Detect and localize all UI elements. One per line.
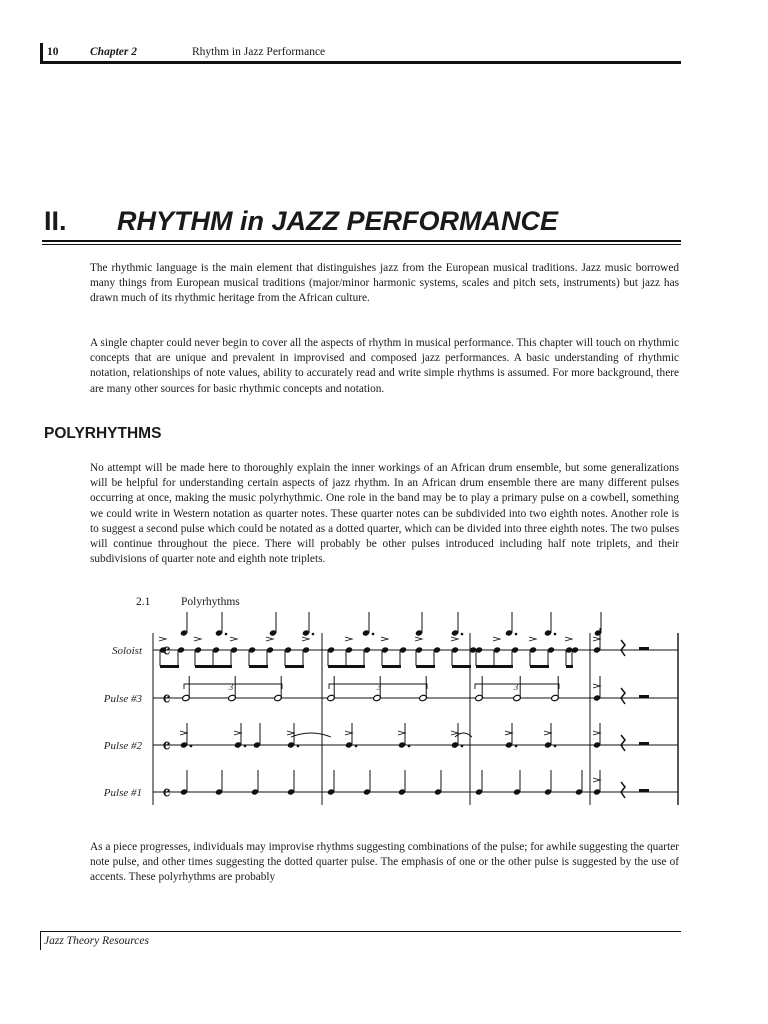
eighth-beam — [195, 665, 232, 668]
eighth-beam — [249, 665, 268, 668]
accent-mark — [593, 637, 600, 641]
section-rule-thin — [42, 244, 681, 245]
footer-rule — [40, 931, 681, 932]
accent-mark — [180, 731, 187, 735]
staff-label-pulse-1: Pulse #1 — [103, 787, 142, 799]
page-number: 10 — [47, 46, 59, 58]
eighth-beam — [416, 665, 435, 668]
header-rule — [40, 61, 681, 64]
footer-left-bar — [40, 931, 41, 950]
augmentation-dot — [461, 633, 464, 636]
accent-mark — [593, 684, 600, 688]
augmentation-dot — [408, 745, 411, 748]
paragraph-progression: As a piece progresses, individuals may improvise rhythms suggesting combinations of the pulse; for awhile suggesting the quarter note pulse, and other times suggesting the dotted quarter pulse. The emphasis of one or the other pulse is suggested by the use of accents. These polyrhythms are probably — [90, 841, 679, 884]
augmentation-dot — [515, 745, 518, 748]
accent-mark — [345, 731, 352, 735]
accent-mark — [505, 731, 512, 735]
accent-mark — [593, 731, 600, 735]
accent-mark — [593, 778, 600, 782]
eighth-beam — [476, 665, 513, 668]
section-title: RHYTHM in JAZZ PERFORMANCE — [117, 206, 558, 236]
paragraph-scope: A single chapter could never begin to cover all the aspects of rhythm in musical performance. This chapter will touch on rhythmic concepts that are unique and prevalent in improvised and composed jazz performances. A basic understanding of rhythmic notation, relationships of note values, ability to accurately read and write simple rhythms is assumed. For more background, there are many other sources for basic rhythmic concepts and notation. — [90, 337, 679, 395]
staff-label-pulse-3: Pulse #3 — [103, 693, 142, 705]
time-signature-pulse-1: 𝄴 — [162, 781, 171, 805]
augmentation-dot — [461, 745, 464, 748]
accent-mark — [398, 731, 405, 735]
quarter-rest — [621, 640, 625, 656]
accent-mark — [529, 637, 536, 641]
accent-mark — [266, 637, 273, 641]
eighth-beam — [566, 665, 573, 668]
accent-mark — [230, 637, 237, 641]
figure-number: 2.1 — [136, 596, 151, 608]
running-title: Rhythm in Jazz Performance — [192, 46, 326, 58]
augmentation-dot — [244, 745, 247, 748]
half-rest — [639, 742, 649, 745]
quarter-rest — [621, 782, 625, 798]
eighth-beam — [328, 665, 365, 668]
accent-mark — [544, 731, 551, 735]
accent-mark — [493, 637, 500, 641]
paragraph-intro: The rhythmic language is the main element that distinguishes jazz from the European musical traditions. Jazz music borrowed many things from European musical traditions (major/minor harmonic systems, scales and pitch sets, instruments) but jazz has drawn much of its rhythmic heritage from the African culture. — [90, 262, 679, 305]
paragraph-african-ensemble: No attempt will be made here to thoroughly explain the inner workings of an African drum ensemble, but some generalizations will be helpful for understanding certain aspects of jazz rhythm. In an African drum ensemble there are many different pulses occurring at once, making the music polyrhythmic. One role in the band may be to play a primary pulse on a cowbell, something we could write in Western notation as quarter notes. These quarter notes can be subdivided into two eighth notes. Another role is to suggest a second pulse which could be notated as a dotted quarter, which can be divided into three eighth notes. The two pulses will continue throughout the piece. There will probably be other pulses introduced including half note triplets, and their subdivisions of quarter note and eighth note triplets. — [90, 462, 679, 566]
section-number: II. — [44, 206, 67, 236]
tie — [291, 733, 331, 737]
figure-title: Polyrhythms — [181, 596, 240, 608]
augmentation-dot — [372, 633, 375, 636]
accent-mark — [451, 731, 458, 735]
tuplet-label-2: 3 — [376, 682, 382, 692]
half-rest — [639, 647, 649, 650]
accent-mark — [234, 731, 241, 735]
staff-label-pulse-2: Pulse #2 — [103, 740, 142, 752]
polyrhythm-score — [0, 612, 768, 822]
time-signature-soloist: 𝄴 — [162, 639, 171, 663]
augmentation-dot — [297, 745, 300, 748]
quarter-rest — [621, 735, 625, 751]
accent-mark — [415, 637, 422, 641]
half-rest — [639, 789, 649, 792]
chapter-label: Chapter 2 — [90, 46, 137, 58]
time-signature-pulse-3: 𝄴 — [162, 687, 171, 711]
augmentation-dot — [515, 633, 518, 636]
tuplet-label-1: 3 — [228, 682, 234, 692]
augmentation-dot — [312, 633, 315, 636]
accent-mark — [565, 637, 572, 641]
quarter-rest — [621, 688, 625, 704]
eighth-beam — [382, 665, 401, 668]
accent-mark — [451, 637, 458, 641]
time-signature-pulse-2: 𝄴 — [162, 734, 171, 758]
eighth-beam — [530, 665, 549, 668]
eighth-beam — [160, 665, 179, 668]
augmentation-dot — [554, 633, 557, 636]
subheading-polyrhythms: POLYRHYTHMS — [44, 425, 162, 442]
tuplet-label-3: 3 — [513, 682, 519, 692]
accent-mark — [194, 637, 201, 641]
accent-mark — [302, 637, 309, 641]
half-rest — [639, 695, 649, 698]
augmentation-dot — [554, 745, 557, 748]
section-rule-thick — [42, 240, 681, 242]
augmentation-dot — [190, 745, 193, 748]
accent-mark — [345, 637, 352, 641]
footer-title: Jazz Theory Resources — [44, 935, 149, 947]
augmentation-dot — [355, 745, 358, 748]
staff-label-soloist: Soloist — [112, 645, 142, 657]
augmentation-dot — [225, 633, 228, 636]
accent-mark — [381, 637, 388, 641]
eighth-beam — [452, 665, 471, 668]
accent-mark — [287, 731, 294, 735]
eighth-beam — [285, 665, 304, 668]
